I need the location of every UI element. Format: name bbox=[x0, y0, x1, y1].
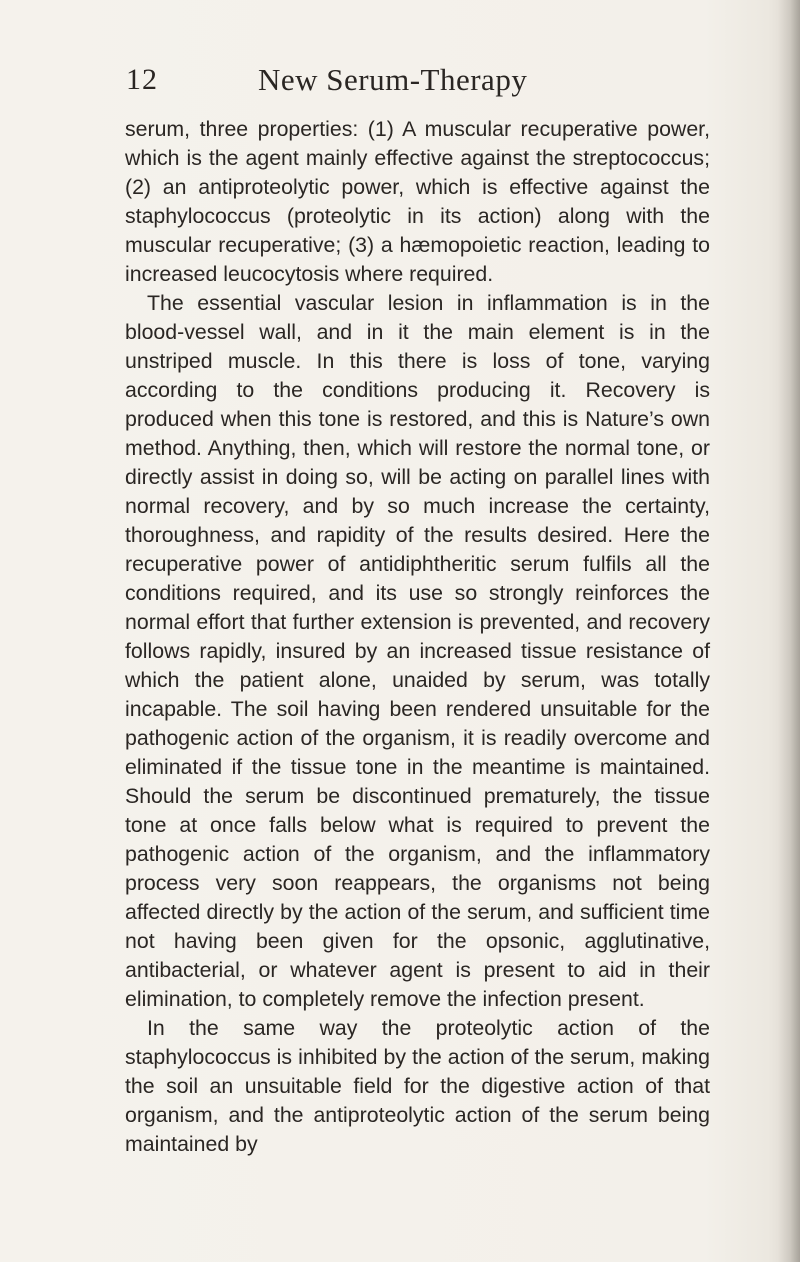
paragraph-continued: serum, three properties: (1) A muscular recuperative power, which is the agent mainly effective against the streptococcus; (2) an antiproteolytic power, which is effective against the staphylococcus (proteolytic in its action) along with the muscular recuperative; (3) a hæmopoietic reaction, leading to increased leucocytosis where required. bbox=[125, 117, 710, 286]
running-title: New Serum-Therapy bbox=[258, 62, 528, 97]
running-head bbox=[126, 62, 706, 102]
page-edge-shadow bbox=[778, 0, 800, 1262]
paragraph-vascular-lesion: The essential vascular lesion in inflammation is in the blood-vessel wall, and in it the main element is in the unstriped muscle. In this there is loss of tone, varying according to the conditions producing it. Recovery is produced when this tone is restored, and this is Nature’s own method. Anything, then, which will restore the normal tone, or directly assist in doing so, will be acting on parallel lines with normal recovery, and by so much increase the certainty, thoroughness, and rapidity of the results desired. Here the recuperative power of antidiphtheritic serum fulfils all the conditions required, and its use so strongly reinforces the normal effort that further extension is prevented, and recovery follows rapidly, insured by an increased tissue resistance of which the patient alone, unaided by serum, was totally incapable. The soil having been rendered unsuitable for the pathogenic action of the organism, it is readily overcome and eliminated if the tissue tone in the meantime is maintained. Should the serum be discontinued prematurely, the tissue tone at once falls below what is required to prevent the pathogenic action of the organism, and the inflammatory process very soon reappears, the organisms not being affected directly by the action of the serum, and sufficient time not having been given for the opsonic, agglutinative, antibacterial, or whatever agent is present to aid in their elimination, to completely remove the infection present. bbox=[125, 291, 710, 1011]
body-text bbox=[125, 115, 710, 1159]
paragraph-proteolytic-action: In the same way the proteolytic action of the staphylococcus is inhibited by the action of the serum, making the soil an unsuitable field for the digestive action of that organism, and the antiproteolytic action of the serum being maintained by bbox=[125, 1016, 710, 1156]
page-number: 12 bbox=[126, 63, 158, 96]
